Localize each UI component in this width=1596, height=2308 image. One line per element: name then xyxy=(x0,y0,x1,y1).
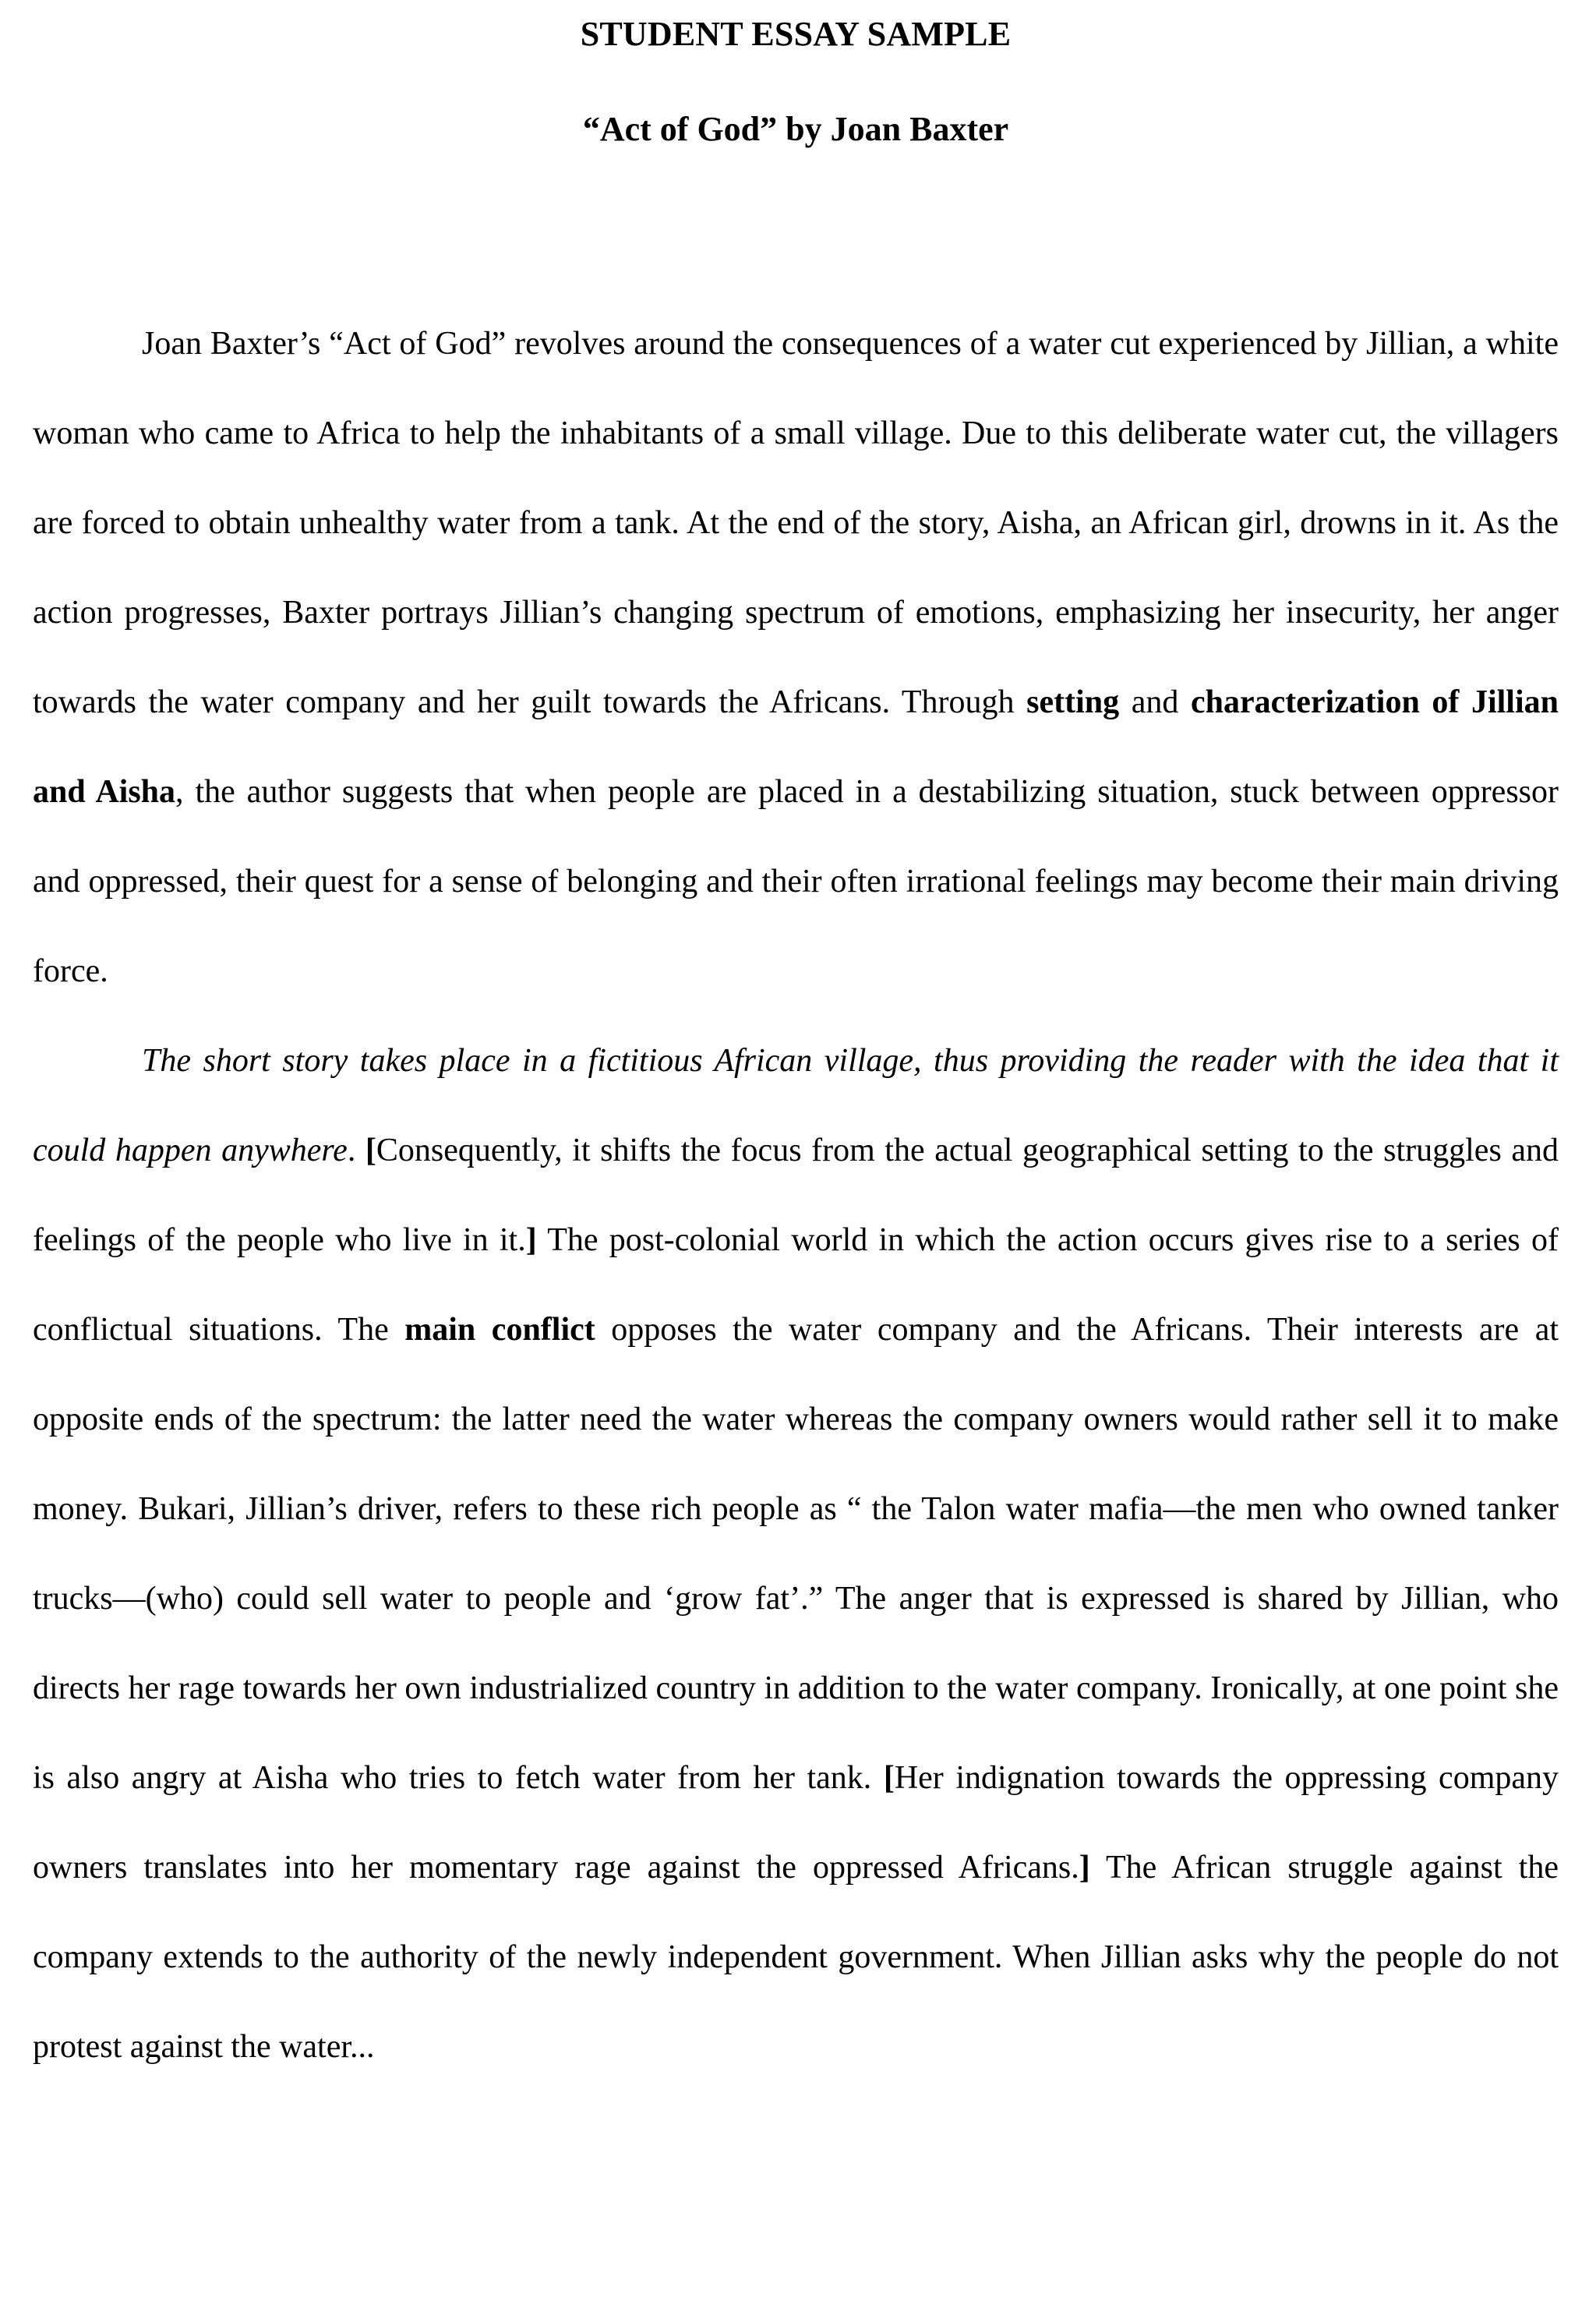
text-run: . xyxy=(347,1133,365,1168)
bold-run: ] xyxy=(525,1222,537,1258)
bold-run: setting xyxy=(1026,684,1120,720)
paragraph-1 xyxy=(33,299,1559,1016)
page-subtitle: “Act of God” by Joan Baxter xyxy=(582,110,1009,148)
bold-run: [ xyxy=(365,1133,376,1168)
document-headings xyxy=(33,0,1559,147)
bold-run: ] xyxy=(1079,1850,1090,1886)
text-run: The African struggle against the company extends to the authority of the newly independent government. When Jillian asks why the people do not protest against the water... xyxy=(33,1850,1559,2065)
text-run: The post-colonial world in which the action occurs gives rise to a series of conflictual situations. The xyxy=(33,1222,1559,1348)
bold-run: characterization of Jillian and Aisha xyxy=(33,684,1559,810)
text-run: Consequently, it shifts the focus from the actual geographical setting to the struggles and feelings of the people who live in it. xyxy=(33,1133,1559,1258)
essay-body xyxy=(33,147,1559,2092)
text-run: and xyxy=(1119,684,1191,720)
page-title: STUDENT ESSAY SAMPLE xyxy=(580,15,1012,53)
text-run: Joan Baxter’s “Act of God” revolves around the consequences of a water cut experienced by Jillian, a white woman who came to Africa to help the inhabitants of a small village. Due to this deliberate water cut, the villagers are forced to obtain unhealthy water from a tank. At the end of the story, Aisha, an African girl, drowns in it. As the action progresses, Baxter portrays Jillian’s changing spectrum of emotions, emphasizing her insecurity, her anger towards the water company and her guilt towards the Africans. Through xyxy=(33,326,1559,720)
paragraph-2 xyxy=(33,1016,1559,2092)
bold-run: [ xyxy=(883,1760,895,1796)
text-run: , the author suggests that when people are placed in a destabilizing situation, stuck between oppressor and oppressed, their quest for a sense of belonging and their often irrational feelings may become their main driving force. xyxy=(33,774,1559,989)
italic-run: The short story takes place in a fictitious African village, thus providing the reader with the idea that it could happen anywhere xyxy=(33,1043,1559,1168)
text-run: opposes the water company and the Africans. Their interests are at opposite ends of the spectrum: the latter need the water whereas the company owners would rather sell it to make money. Bukari, Jillian’s driver, refers to these rich people as “ the Talon water mafia—the men who owned tanker trucks—(who) could sell water to people and ‘grow fat’.” The anger that is expressed is shared by Jillian, who directs her rage towards her own industrialized country in addition to the water company. Ironically, at one point she is also angry at Aisha who tries to fetch water from her tank. xyxy=(33,1312,1559,1796)
text-run: Her indignation towards the oppressing company owners translates into her momentary rage against the oppressed Africans. xyxy=(33,1760,1559,1886)
bold-run: main conflict xyxy=(404,1312,595,1348)
